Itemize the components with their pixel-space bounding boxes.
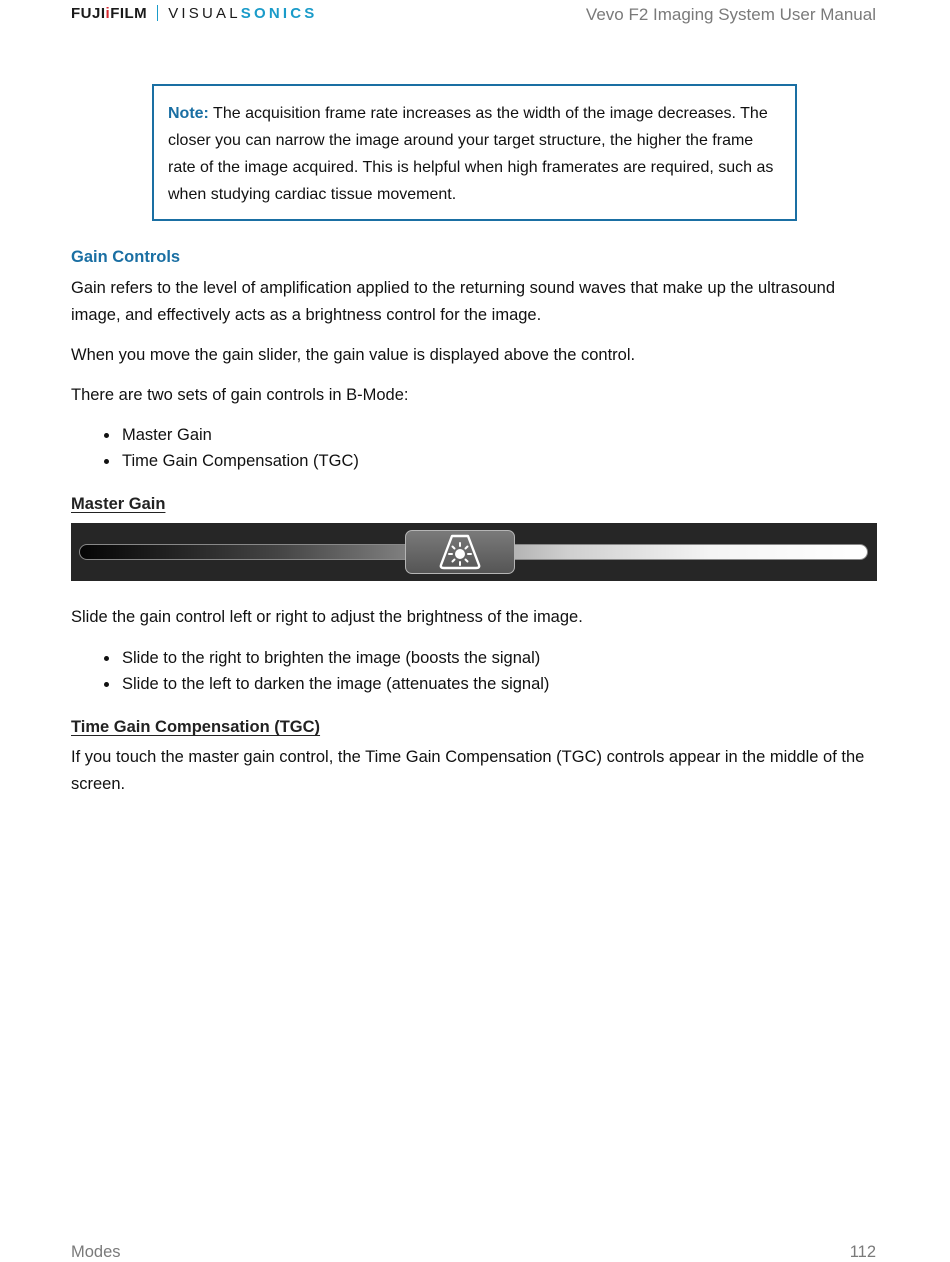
brightness-icon <box>438 532 482 572</box>
company-logo <box>71 3 317 23</box>
note-label: Note: <box>168 105 209 122</box>
list-item: Slide to the left to darken the image (attenuates the signal) <box>71 671 879 697</box>
gain-controls-heading: Gain Controls <box>71 248 181 266</box>
page-header <box>0 0 950 40</box>
gain-sets-paragraph: There are two sets of gain controls in B-Mode: <box>71 386 409 404</box>
gain-sets-list <box>71 422 879 474</box>
slide-direction-list <box>71 645 879 697</box>
list-item: Slide to the right to brighten the image (boosts the signal) <box>71 645 879 671</box>
footer-section-name: Modes <box>71 1243 121 1261</box>
list-item: Master Gain <box>71 422 879 448</box>
master-gain-heading: Master Gain <box>71 495 166 513</box>
logo-product: VISUALSONICS <box>168 4 318 22</box>
tgc-heading: Time Gain Compensation (TGC) <box>71 718 321 736</box>
tgc-paragraph: If you touch the master gain control, the Time Gain Compensation (TGC) controls appear in the middle of the screen. <box>71 748 865 793</box>
footer-page-number: 112 <box>849 1243 876 1261</box>
gain-slider-paragraph: When you move the gain slider, the gain value is displayed above the control. <box>71 346 636 364</box>
slide-instruction-paragraph: Slide the gain control left or right to adjust the brightness of the image. <box>71 608 583 626</box>
note-box <box>152 84 797 221</box>
logo-brand: FUJIiFILM <box>71 4 148 22</box>
manual-title: Vevo F2 Imaging System User Manual <box>585 5 876 24</box>
logo-divider <box>157 5 158 21</box>
note-text: The acquisition frame rate increases as the width of the image decreases. The closer you can narrow the image around your target structure, the higher the frame rate of the image acquired. This is helpful when high framerates are required, such as when studying cardiac tissue movement. <box>168 105 774 203</box>
list-item: Time Gain Compensation (TGC) <box>71 448 879 474</box>
master-gain-slider-thumb[interactable] <box>405 530 515 574</box>
master-gain-slider-panel <box>71 523 877 581</box>
gain-definition-paragraph: Gain refers to the level of amplification applied to the returning sound waves that make up the ultrasound image, and effectively acts as a brightness control for the image. <box>71 279 836 324</box>
